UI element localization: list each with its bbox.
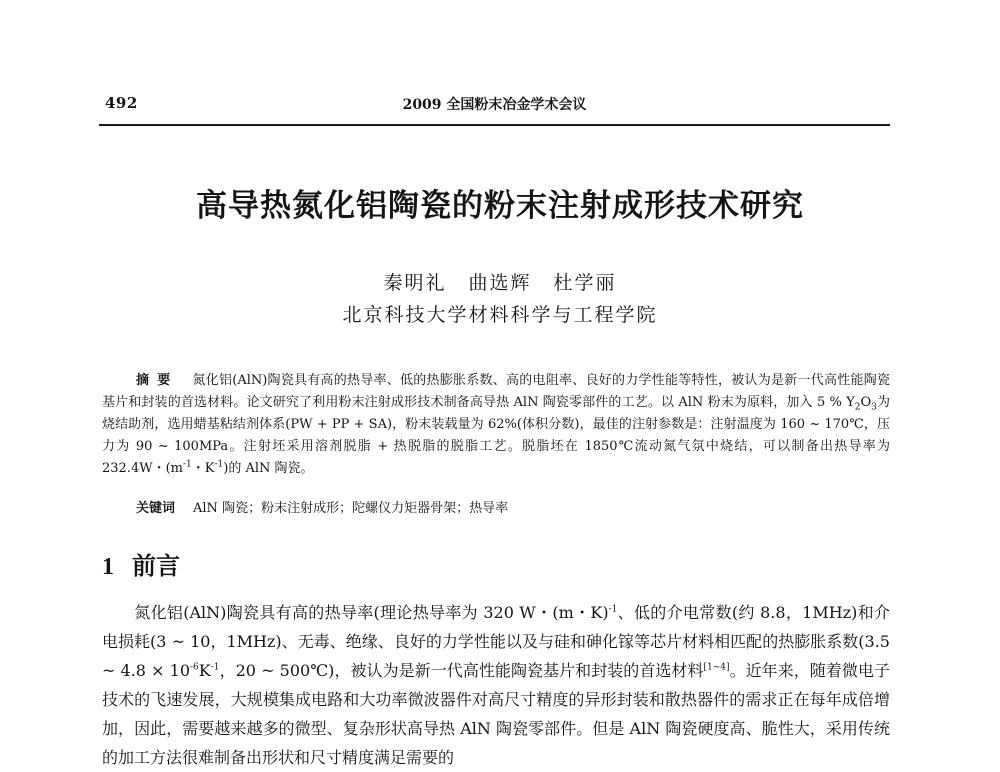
body-sup-b: -6 [190,662,199,673]
page-header [99,94,890,126]
abstract-text-1: 氮化铝(AlN)陶瓷具有高的热导率、低的热膨胀系数、高的电阻率、良好的力学性能等特性，被认为是新一代高性能陶瓷基片和封装的首选材料。论文研究了利用粉末注射成形技术制备高导热 AlN 陶瓷零部件的工艺。以 AlN 粉末为原料，加入 5 % Y [102,373,890,410]
running-head: 2009 全国粉末冶金学术会议 [402,97,587,113]
body-text-e: 。近年来，随着微电子技术的飞速发展，大规模集成电路和大功率微波器件对高尺寸精度的异形封装和散热器件的需求正在每年成倍增加，因此，需要越来越多的微型、复杂形状高导热 AlN 陶瓷零部件。但是 AlN 陶瓷硬度高、脆性大，采用传统的加工方法很难制备出形状和尺寸精度满足需要的 [102,661,890,767]
abstract [102,370,890,480]
body-text-c: K [198,661,211,680]
body-sup-c: -1 [210,662,220,673]
keywords [136,497,890,516]
section-title: 前言 [132,551,180,580]
abstract-label: 摘要 [136,373,179,388]
page-number: 492 [105,94,138,112]
keywords-label: 关键词 [136,501,176,516]
abstract-o: O [860,395,872,410]
section-number: 1 [102,554,114,580]
body-text-b: 、低的介电常数(约 8.8，1MHz)和介电损耗(3 ~ 10，1MHz)、无毒、绝缘、良好的力学性能以及与硅和砷化镓等芯片材料相匹配的热膨胀系数(3.5 ~ 4.8 × 10 [102,603,890,680]
body-text-d: ，20 ~ 500℃)，被认为是新一代高性能陶瓷基片和封装的首选材料 [219,661,704,680]
abstract-text-2: 为烧结助剂，选用蜡基粘结剂体系(PW + PP + SA)，粉末装载量为 62%(体积分数)，最佳的注射参数是：注射温度为 160 ~ 170℃，压力为 90 ~ 100MPa。注射坯采用溶剂脱脂 + 热脱脂的脱脂工艺。脱脂坯在 1850℃流动氮气氛中烧结，可以制备出热导率为 232.4W・(m [102,395,890,476]
body-text-a: 氮化铝(AlN)陶瓷具有高的热导率(理论热导率为 320 W・(m・K) [134,603,609,622]
abstract-text-3: )的 AlN 陶瓷。 [223,461,314,476]
abstract-mid: ・K [191,461,215,476]
body-sup-a: -1 [608,604,618,615]
affiliation: 北京科技大学材料科学与工程学院 [342,304,658,326]
abstract-sup-1: -1 [182,459,192,470]
citation-ref: [1~4] [703,662,730,673]
abstract-sub-o: 3 [871,402,877,413]
abstract-sup-2: -1 [214,459,224,470]
abstract-sub-y: 2 [854,402,861,413]
paper-title: 高导热氮化铝陶瓷的粉末注射成形技术研究 [196,188,804,224]
authors: 秦明礼 曲选辉 杜学丽 [383,272,617,294]
section-heading [102,546,180,581]
body-paragraph [102,598,890,772]
keywords-text: AlN 陶瓷；粉末注射成形；陀螺仪力矩器骨架；热导率 [193,501,509,516]
